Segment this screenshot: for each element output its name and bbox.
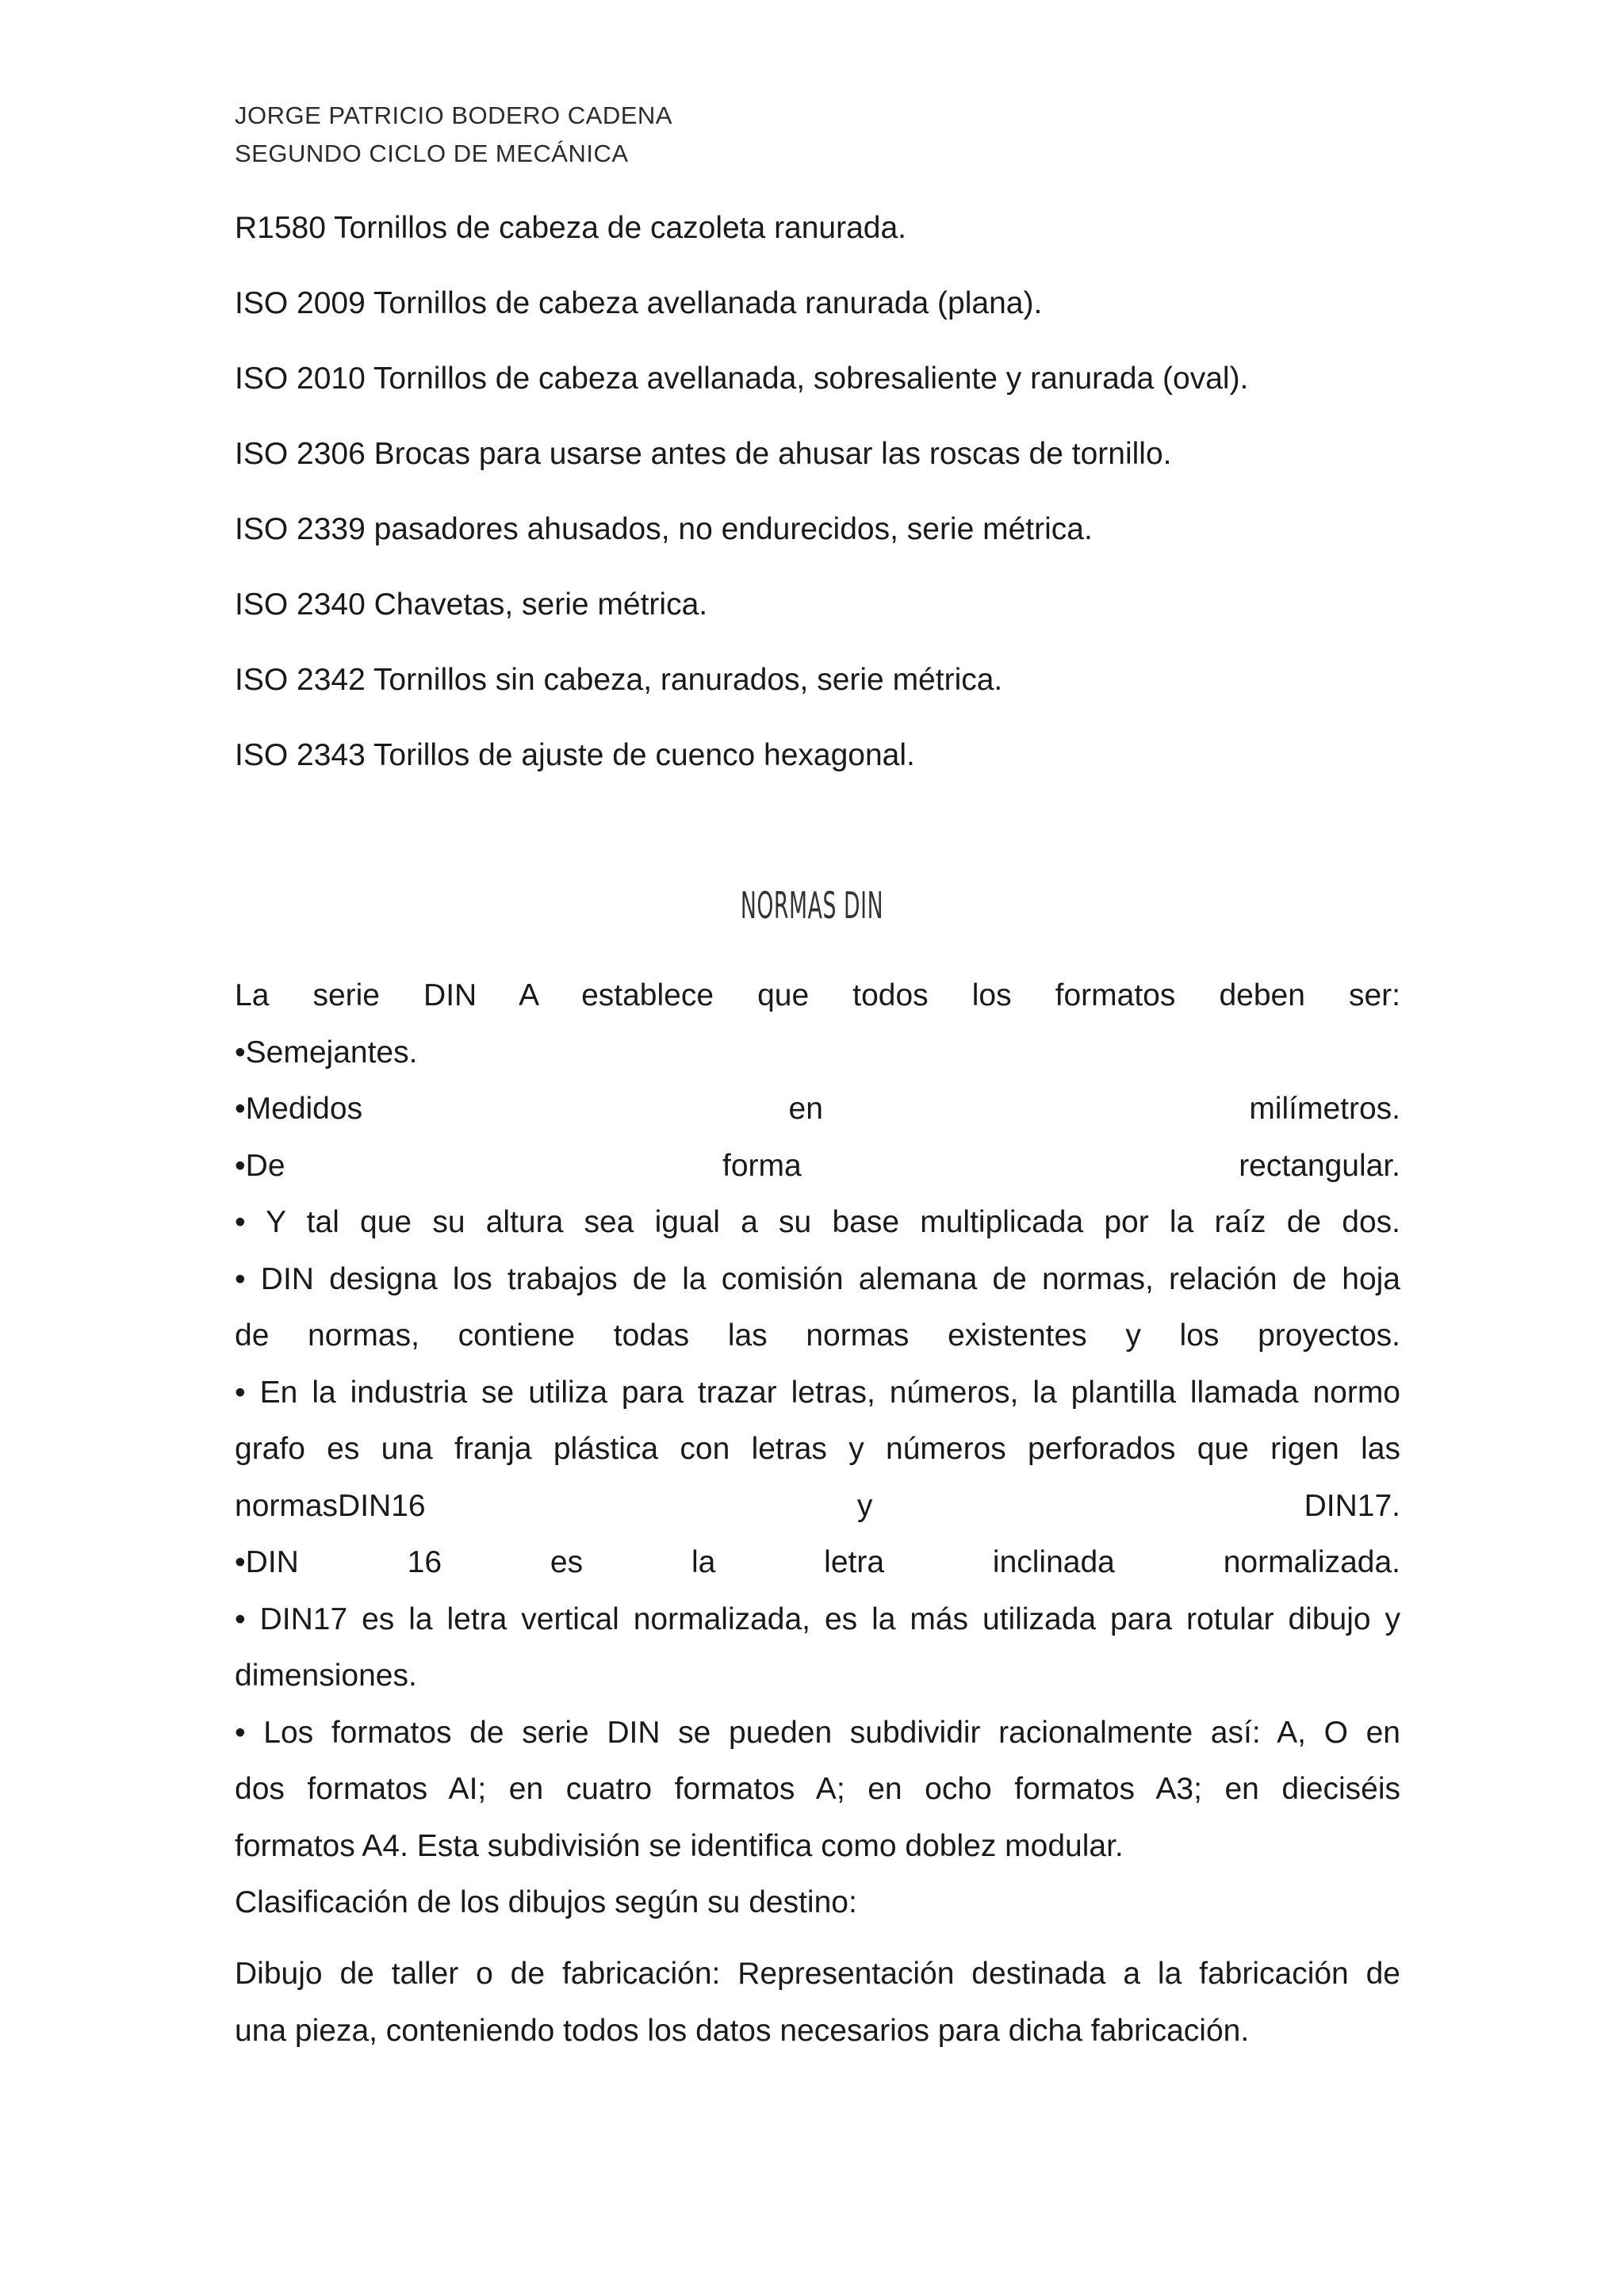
text-line: • DIN designa los trabajos de la comisión alemana de normas, relación de hoja — [235, 1261, 1400, 1296]
text-line: dos formatos AI; en cuatro formatos A; en ocho formatos A3; en dieciséis — [235, 1772, 1400, 1806]
text-line: • Los formatos de serie DIN se pueden subdividir racionalmente así: A, O en — [235, 1715, 1400, 1750]
text-line: Clasificación de los dibujos según su destino: — [235, 1885, 857, 1919]
list-item: ISO 2339 pasadores ahusados, no endurecidos, serie métrica. — [235, 512, 1093, 546]
list-item: ISO 2340 Chavetas, serie métrica. — [235, 587, 708, 622]
list-item: ISO 2342 Tornillos sin cabeza, ranurados, serie métrica. — [235, 663, 1003, 697]
iso-standards-list — [235, 208, 1400, 810]
header-author: JORGE PATRICIO BODERO CADENA — [235, 101, 672, 129]
text-line: • DIN17 es la letra vertical normalizada, es la más utilizada para rotular dibujo y — [235, 1601, 1400, 1636]
text-line: Dibujo de taller o de fabricación: Representación destinada a la fabricación de — [235, 1957, 1400, 1991]
page-header — [235, 97, 672, 173]
header-course: SEGUNDO CICLO DE MECÁNICA — [235, 140, 629, 167]
text-line: • En la industria se utiliza para trazar letras, números, la plantilla llamada normo — [235, 1375, 1400, 1410]
list-item: ISO 2343 Torillos de ajuste de cuenco hexagonal. — [235, 738, 915, 772]
din-body-text — [235, 967, 1400, 1931]
text-line: una pieza, conteniendo todos los datos necesarios para dicha fabricación. — [235, 2013, 1250, 2048]
closing-paragraph — [235, 1946, 1400, 2059]
text-line: La serie DIN A establece que todos los formatos deben ser: — [235, 978, 1400, 1012]
text-line: dimensiones. — [235, 1659, 417, 1693]
text-line: de normas, contiene todas las normas existentes y los proyectos. — [235, 1318, 1400, 1353]
list-item: R1580 Tornillos de cabeza de cazoleta ranurada. — [235, 211, 907, 245]
text-line: formatos A4. Esta subdivisión se identifica como doblez modular. — [235, 1828, 1124, 1863]
text-line: •Semejantes. — [235, 1035, 418, 1070]
text-line: •De forma rectangular. — [235, 1148, 1400, 1183]
text-line: • Y tal que su altura sea igual a su base multiplicada por la raíz de dos. — [235, 1205, 1400, 1239]
list-item: ISO 2010 Tornillos de cabeza avellanada, sobresaliente y ranurada (oval). — [235, 362, 1249, 396]
list-item: ISO 2009 Tornillos de cabeza avellanada ranurada (plana). — [235, 286, 1043, 320]
text-line: normasDIN16 y DIN17. — [235, 1488, 1400, 1523]
text-line: grafo es una franja plástica con letras y números perforados que rigen las — [235, 1432, 1400, 1466]
section-title: NORMAS DIN — [740, 884, 884, 927]
text-line: •Medidos en milímetros. — [235, 1092, 1400, 1126]
text-line: •DIN 16 es la letra inclinada normalizada. — [235, 1545, 1400, 1579]
list-item: ISO 2306 Brocas para usarse antes de ahusar las roscas de tornillo. — [235, 437, 1172, 471]
